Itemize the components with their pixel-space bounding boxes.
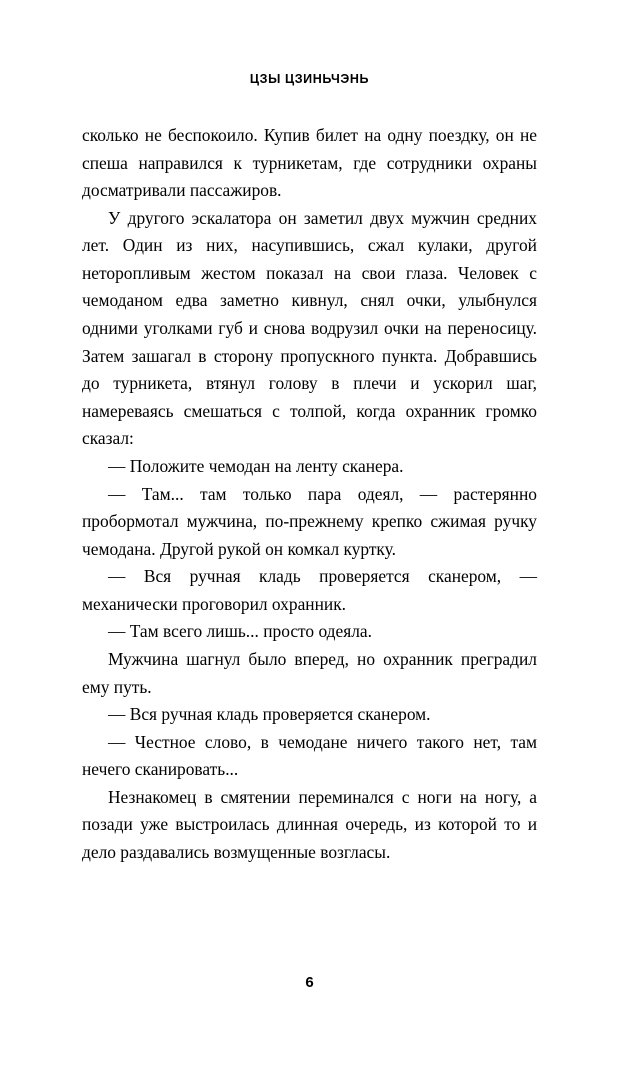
paragraph: — Там всего лишь... просто одеяла. [108,621,372,642]
paragraph: — Там... там только пара одеял, — растерянно пробормотал мужчина, по-прежнему крепко сжимая ручку чемодана. Другой рукой он комкал куртку. [82,483,537,559]
paragraph: — Вся ручная кладь проверяется сканером. [108,704,431,725]
running-head: ЦЗЫ ЦЗИНЬЧЭНЬ [249,72,370,86]
paragraph: — Положите чемодан на ленту сканера. [108,455,404,476]
body-text [82,122,537,867]
paragraph: Мужчина шагнул было вперед, но охранник преградил ему путь. [82,648,537,697]
page-number: 6 [305,974,314,991]
paragraph: У другого эскалатора он заметил двух мужчин средних лет. Один из них, насупившись, сжал кулаки, другой неторопливым жестом показал на свои глаза. Человек с чемоданом едва заметно кивнул, снял очки, улыбнулся одними уголками губ и снова водрузил очки на переносицу. Затем зашагал в сторону пропускного пункта. Добравшись до турникета, втянул голову в плечи и ускорил шаг, намереваясь смешаться с толпой, когда охранник громко сказал: [82,207,537,449]
book-page [0,72,619,1073]
paragraph: Незнакомец в смятении переминался с ноги на ногу, а позади уже выстроилась длинная очередь, из которой то и дело раздавались возмущенные возгласы. [82,786,537,863]
paragraph: — Вся ручная кладь проверяется сканером, — механически проговорил охранник. [82,566,537,614]
paragraph: сколько не беспокоило. Купив билет на одну поездку, он не спеша направился к турникетам, где сотрудники охраны досматривали пассажиров. [82,125,537,201]
paragraph: — Честное слово, в чемодане ничего такого нет, там нечего сканировать... [82,731,537,780]
